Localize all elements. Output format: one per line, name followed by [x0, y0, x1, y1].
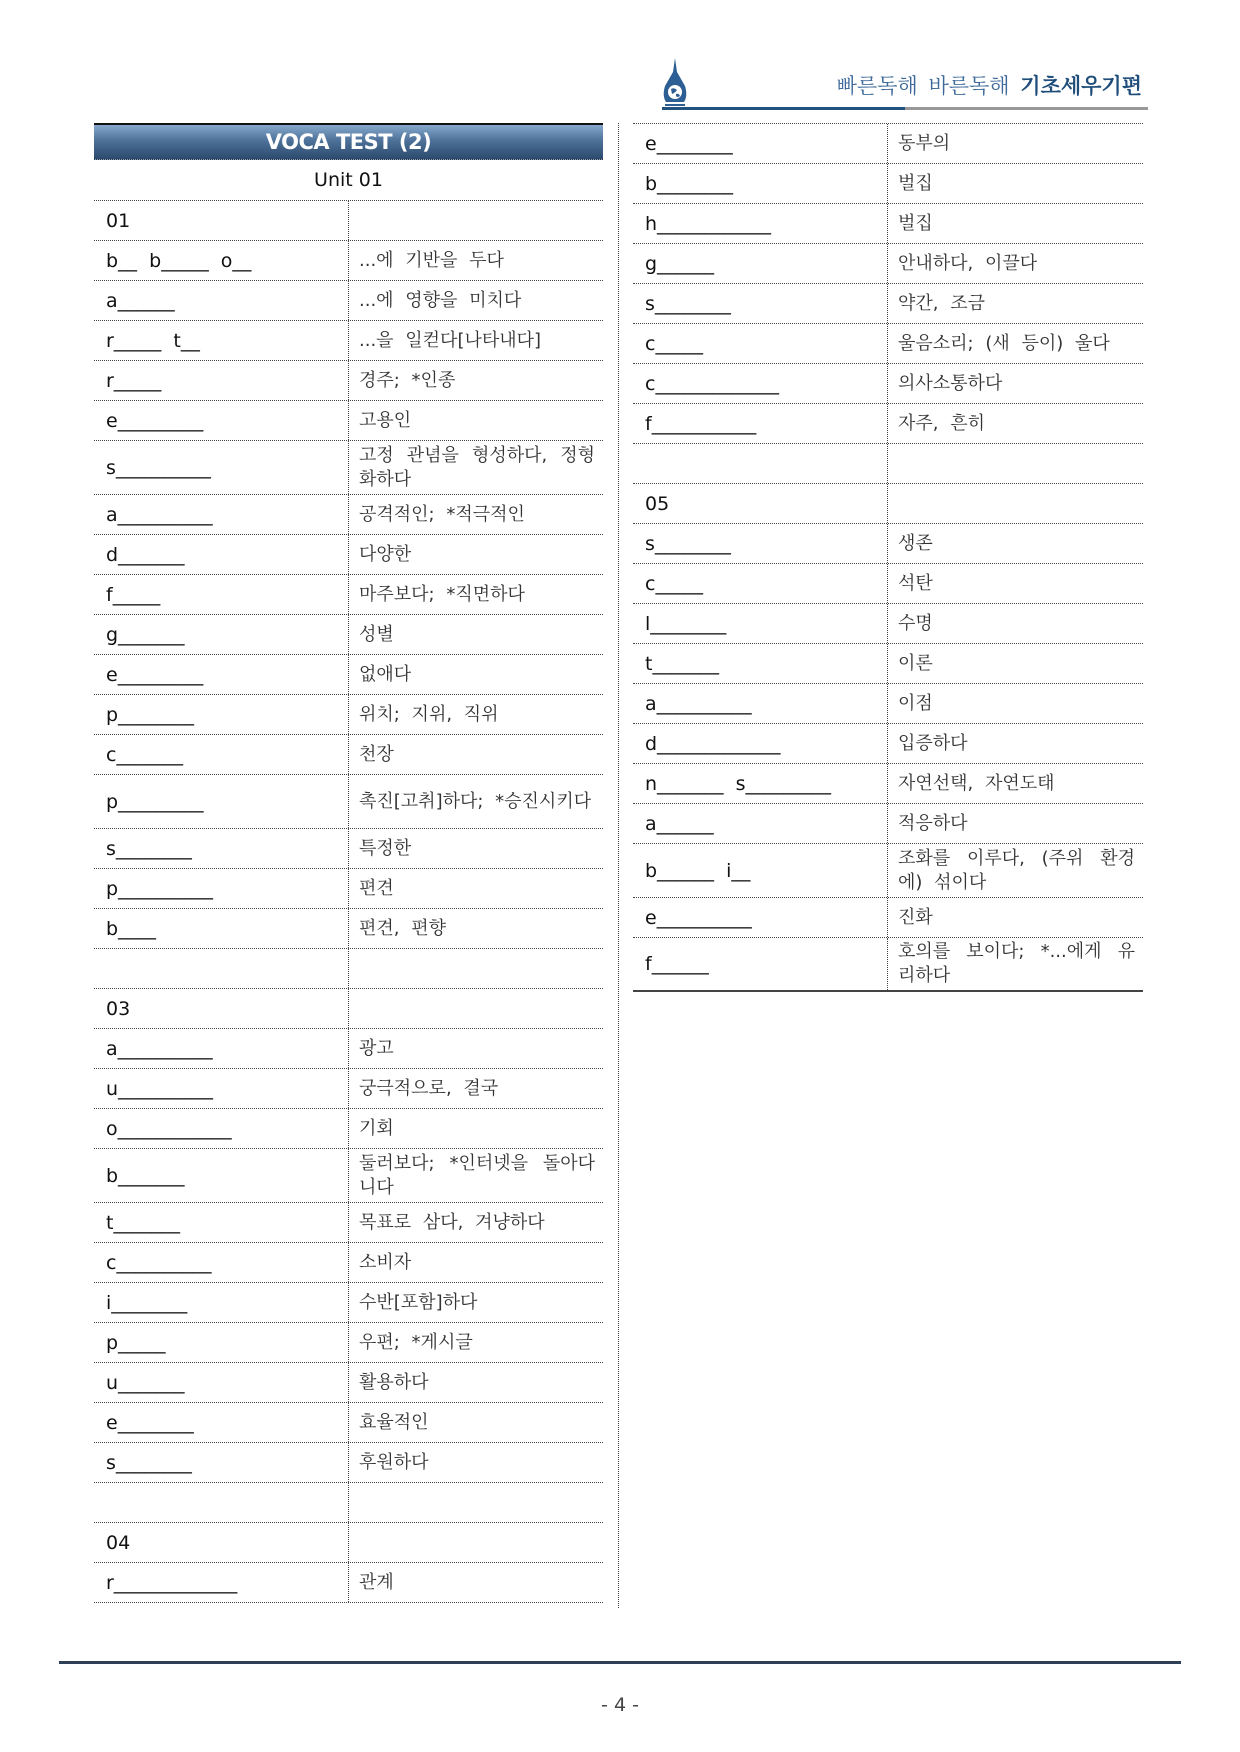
korean-meaning [349, 1483, 603, 1522]
page-number: - 4 - [601, 1694, 639, 1716]
korean-meaning: 관계 [359, 1571, 394, 1593]
left-vocab-table [94, 123, 603, 1603]
word-blank: e_________ [94, 401, 349, 440]
korean-meaning: 이론 [898, 652, 933, 674]
vocab-row [94, 281, 603, 321]
word-blank: s________ [633, 284, 888, 323]
korean-meaning: 광고 [359, 1037, 394, 1059]
section-number: 03 [94, 989, 349, 1028]
vocab-row [94, 535, 603, 575]
word-blank: p_________ [94, 775, 349, 828]
korean-meaning: 석탄 [898, 572, 933, 594]
section-number: 01 [94, 201, 349, 240]
korean-meaning [349, 1523, 603, 1562]
word-blank: b_______ [94, 1149, 349, 1202]
vocab-row [633, 604, 1143, 644]
word-blank: t_______ [633, 644, 888, 683]
korean-meaning: 수반[포함]하다 [359, 1291, 478, 1313]
vocab-row [94, 775, 603, 829]
blank-row [94, 1483, 603, 1523]
vocab-row [94, 869, 603, 909]
word-blank: o____________ [94, 1109, 349, 1148]
korean-meaning: 없애다 [359, 663, 412, 685]
test-title: VOCA TEST (2) [94, 123, 603, 160]
word-blank: d_____________ [633, 724, 888, 763]
korean-meaning: 고정 관념을 형성하다, 정형화하다 [359, 444, 595, 490]
korean-meaning: 벌집 [898, 172, 933, 194]
word-blank: g______ [633, 244, 888, 283]
vocab-row [94, 1149, 603, 1203]
korean-meaning: 안내하다, 이끌다 [898, 252, 1038, 274]
word-blank: a__________ [94, 495, 349, 534]
korean-meaning: 입증하다 [898, 732, 968, 754]
section-number: 05 [633, 484, 888, 523]
korean-meaning: 궁극적으로, 결국 [359, 1077, 499, 1099]
vocab-row [94, 1403, 603, 1443]
korean-meaning: 벌집 [898, 212, 933, 234]
korean-meaning: 편견 [359, 877, 394, 899]
word-blank: p__________ [94, 869, 349, 908]
word-blank: t_______ [94, 1203, 349, 1242]
vocab-row [633, 938, 1143, 992]
word-blank: b________ [633, 164, 888, 203]
korean-meaning: 이점 [898, 692, 933, 714]
word-blank: d_______ [94, 535, 349, 574]
korean-meaning: 경주; *인종 [359, 369, 456, 391]
vocab-row [94, 829, 603, 869]
vocab-row [94, 909, 603, 949]
vocab-row [94, 361, 603, 401]
korean-meaning: 자연선택, 자연도태 [898, 772, 1055, 794]
vocab-row [633, 644, 1143, 684]
vocab-row [633, 244, 1143, 284]
korean-meaning: 조화를 이루다, (주위 환경에) 섞이다 [898, 847, 1135, 893]
word-blank: c_____ [633, 324, 888, 363]
korean-meaning: 진화 [898, 906, 933, 928]
vocab-row [633, 404, 1143, 444]
vocab-row [633, 898, 1143, 938]
vocab-row [94, 241, 603, 281]
vocab-row [633, 284, 1143, 324]
korean-meaning: 다양한 [359, 543, 412, 565]
vocab-row [94, 615, 603, 655]
word-blank: a______ [633, 804, 888, 843]
korean-meaning: 기회 [359, 1117, 394, 1139]
korean-meaning [349, 989, 603, 1028]
korean-meaning: 우편; *게시글 [359, 1331, 473, 1353]
vocab-row [633, 204, 1143, 244]
vocab-row [633, 564, 1143, 604]
section-row [94, 1523, 603, 1563]
korean-meaning [888, 484, 1143, 523]
korean-meaning: 목표로 삼다, 겨냥하다 [359, 1211, 545, 1233]
word-blank: r_____ t__ [94, 321, 349, 360]
word-blank: e__________ [633, 898, 888, 937]
header-rule [662, 107, 1148, 110]
unit-label: Unit 01 [94, 160, 603, 201]
korean-meaning [349, 949, 603, 988]
word-blank: a__________ [633, 684, 888, 723]
vocab-row [633, 764, 1143, 804]
vocab-row [94, 695, 603, 735]
word-blank: r_____________ [94, 1563, 349, 1602]
footer-rule [59, 1661, 1181, 1664]
korean-meaning: 동부의 [898, 132, 951, 154]
korean-meaning: 위치; 지위, 직위 [359, 703, 499, 725]
vocab-row [633, 844, 1143, 898]
korean-meaning: 마주보다; *직면하다 [359, 583, 525, 605]
series-title-bold: 기초세우기편 [1020, 74, 1142, 98]
korean-meaning: 공격적인; *적극적인 [359, 503, 525, 525]
korean-meaning: 성별 [359, 623, 394, 645]
word-blank: b__ b_____ o__ [94, 241, 349, 280]
word-blank: c__________ [94, 1243, 349, 1282]
word-blank: u_______ [94, 1363, 349, 1402]
word-blank: b______ i__ [633, 844, 888, 897]
vocab-row [633, 684, 1143, 724]
vocab-row [94, 1243, 603, 1283]
vocab-row [94, 401, 603, 441]
word-blank: i________ [94, 1283, 349, 1322]
vocab-row [94, 321, 603, 361]
right-vocab-table [633, 123, 1143, 992]
pen-nib-globe-logo [660, 58, 690, 110]
vocab-row [633, 164, 1143, 204]
korean-meaning [349, 201, 603, 240]
vocab-row [94, 441, 603, 495]
vocab-row [94, 1563, 603, 1603]
vocab-row [94, 655, 603, 695]
series-header [837, 70, 1142, 100]
korean-meaning: 자주, 흔히 [898, 412, 985, 434]
korean-meaning: 울음소리; (새 등이) 울다 [898, 332, 1110, 354]
korean-meaning: 수명 [898, 612, 933, 634]
word-blank: a______ [94, 281, 349, 320]
vocab-row [633, 124, 1143, 164]
section-number [94, 1483, 349, 1522]
section-number [94, 949, 349, 988]
word-blank: u__________ [94, 1069, 349, 1108]
section-number [633, 444, 888, 483]
word-blank: p_____ [94, 1323, 349, 1362]
word-blank: s__________ [94, 441, 349, 494]
korean-meaning: 특정한 [359, 837, 412, 859]
word-blank: c_____ [633, 564, 888, 603]
section-row [94, 989, 603, 1029]
korean-meaning: ...에 기반을 두다 [359, 249, 504, 271]
blank-row [94, 949, 603, 989]
korean-meaning: 천장 [359, 743, 394, 765]
korean-meaning: 둘러보다; *인터넷을 돌아다니다 [359, 1152, 595, 1198]
vocab-row [94, 1069, 603, 1109]
blank-row [633, 444, 1143, 484]
vocab-row [633, 364, 1143, 404]
word-blank: a__________ [94, 1029, 349, 1068]
word-blank: f_____ [94, 575, 349, 614]
word-blank: f______ [633, 938, 888, 990]
korean-meaning: 후원하다 [359, 1451, 429, 1473]
column-divider [618, 123, 619, 1608]
korean-meaning: 소비자 [359, 1251, 412, 1273]
word-blank: b____ [94, 909, 349, 948]
korean-meaning: 약간, 조금 [898, 292, 985, 314]
vocab-row [94, 1323, 603, 1363]
section-row [94, 201, 603, 241]
section-number: 04 [94, 1523, 349, 1562]
korean-meaning: 의사소통하다 [898, 372, 1003, 394]
vocab-row [633, 524, 1143, 564]
vocab-row [633, 724, 1143, 764]
section-row [633, 484, 1143, 524]
word-blank: f___________ [633, 404, 888, 443]
korean-meaning: 편견, 편향 [359, 917, 446, 939]
vocab-row [94, 1283, 603, 1323]
vocab-row [94, 1109, 603, 1149]
vocab-row [94, 1363, 603, 1403]
korean-meaning: 촉진[고취]하다; *승진시키다 [359, 790, 592, 812]
vocab-row [94, 1029, 603, 1069]
word-blank: e_________ [94, 655, 349, 694]
word-blank: g_______ [94, 615, 349, 654]
korean-meaning [888, 444, 1143, 483]
vocab-row [94, 1203, 603, 1243]
word-blank: n_______ s_________ [633, 764, 888, 803]
vocab-row [633, 324, 1143, 364]
vocab-row [94, 1443, 603, 1483]
word-blank: c_____________ [633, 364, 888, 403]
series-title-light: 빠른독해 바른독해 [836, 74, 1010, 98]
korean-meaning: 효율적인 [359, 1411, 429, 1433]
korean-meaning: 고용인 [359, 409, 412, 431]
word-blank: e________ [633, 124, 888, 163]
word-blank: c_______ [94, 735, 349, 774]
korean-meaning: 호의를 보이다; *...에게 유리하다 [898, 941, 1135, 986]
korean-meaning: 활용하다 [359, 1371, 429, 1393]
korean-meaning: 생존 [898, 532, 933, 554]
word-blank: s________ [94, 1443, 349, 1482]
word-blank: s________ [633, 524, 888, 563]
word-blank: s________ [94, 829, 349, 868]
vocab-row [633, 804, 1143, 844]
word-blank: p________ [94, 695, 349, 734]
word-blank: l________ [633, 604, 888, 643]
word-blank: r_____ [94, 361, 349, 400]
vocab-row [94, 495, 603, 535]
vocab-row [94, 735, 603, 775]
vocab-row [94, 575, 603, 615]
korean-meaning: 적응하다 [898, 812, 968, 834]
word-blank: h____________ [633, 204, 888, 243]
korean-meaning: ...에 영향을 미치다 [359, 289, 522, 311]
korean-meaning: ...을 일컫다[나타내다] [359, 329, 542, 351]
word-blank: e________ [94, 1403, 349, 1442]
